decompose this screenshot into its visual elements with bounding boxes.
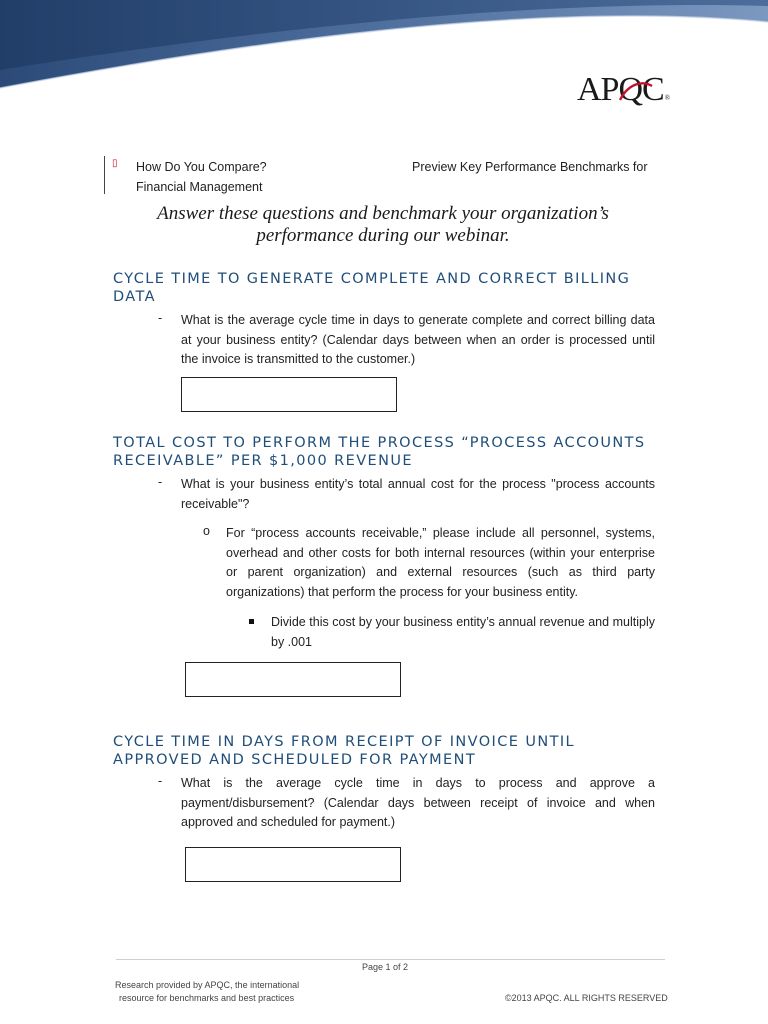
- logo-swoosh-icon: [618, 70, 654, 110]
- section-heading-invoice-cycle-time: CYCLE TIME IN DAYS FROM RECEIPT OF INVOICE UNTIL APPROVED AND SCHEDULED FOR PAYMENT: [113, 734, 575, 768]
- answer-field-ar-cost[interactable]: [185, 662, 401, 697]
- list-marker-o: o: [203, 524, 210, 538]
- intro-line-1: Answer these questions and benchmark your organization’s: [157, 203, 609, 224]
- page-number: Page 1 of 2: [362, 962, 409, 972]
- intro-text: [113, 203, 653, 247]
- section-heading-billing-cycle-time: CYCLE TIME TO GENERATE COMPLETE AND CORRECT BILLING DATA: [113, 271, 631, 305]
- section-heading-ar-cost: TOTAL COST TO PERFORM THE PROCESS “PROCESS ACCOUNTS RECEIVABLE” PER $1,000 REVENUE: [113, 435, 646, 469]
- document-subtitle: Preview Key Performance Benchmarks for: [412, 160, 648, 174]
- list-dash: -: [158, 311, 163, 325]
- answer-field-invoice-cycle-time[interactable]: [185, 847, 401, 882]
- list-dash: -: [158, 774, 163, 788]
- document-title: [136, 157, 267, 197]
- square-bullet-icon: [249, 619, 254, 624]
- list-dash: -: [158, 475, 163, 489]
- copyright: ©2013 APQC. ALL RIGHTS RESERVED: [505, 993, 668, 1003]
- question-invoice-cycle-time: What is the average cycle time in days to process and approve a payment/disbursement? (Calendar days between receipt of invoice and when approved and scheduled for payment.): [181, 776, 655, 829]
- question-ar-cost: What is your business entity’s total annual cost for the process "process accounts receivable"?: [181, 477, 655, 511]
- footer-divider: [116, 959, 665, 960]
- apqc-logo: APQ C®: [577, 71, 670, 108]
- header-bullet-icon: ▯: [112, 158, 118, 169]
- header-rule: [104, 156, 105, 194]
- intro-line-2: performance during our webinar.: [256, 225, 510, 246]
- answer-field-billing-cycle-time[interactable]: [181, 377, 397, 412]
- footer-credit: Research provided by APQC, the international resource for benchmarks and best practices: [115, 980, 300, 1003]
- question-billing-cycle-time: What is the average cycle time in days to generate complete and correct billing data at your business entity? (Calendar days between when an order is processed until the invoice is transmitted to the customer.): [181, 313, 655, 366]
- ar-cost-calculation-note: Divide this cost by your business entity’s annual revenue and multiply by .001: [271, 615, 655, 649]
- title-line-1: How Do You Compare?: [136, 160, 267, 174]
- title-line-2: Financial Management: [136, 180, 263, 194]
- ar-cost-instructions: For “process accounts receivable,” please include all personnel, systems, overhead and other costs for both internal resources (within your enterprise or parent organization) and external resources (such as third party organizations) that perform the process for your business entity.: [226, 526, 655, 599]
